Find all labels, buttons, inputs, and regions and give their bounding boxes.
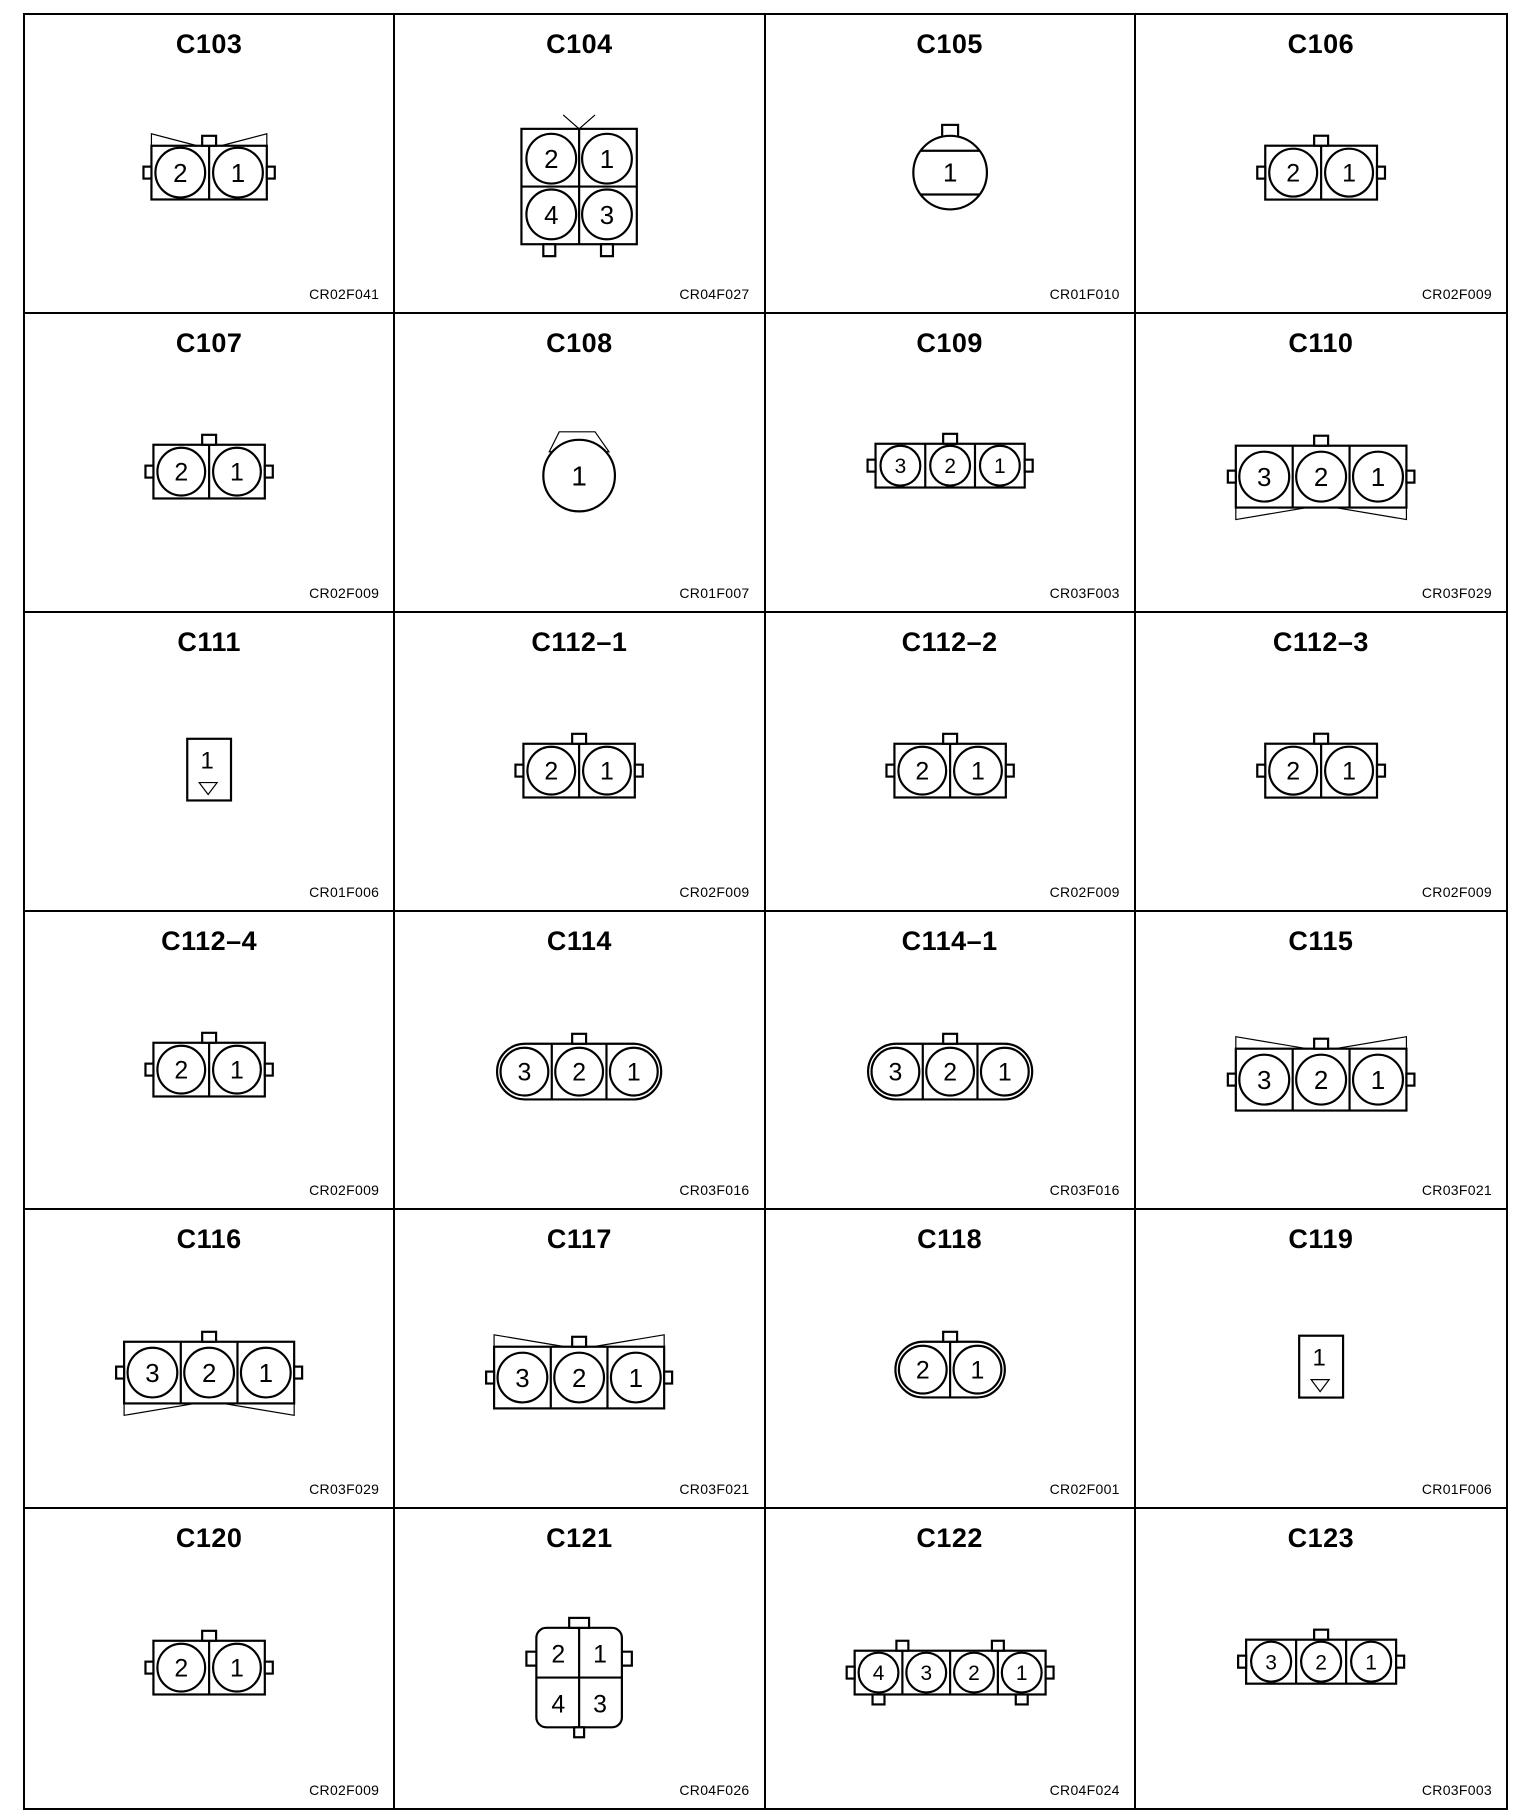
connector-id: C123 [1287, 1523, 1355, 1554]
figure-reference-code: CR02F009 [309, 584, 380, 601]
pin-number: 1 [593, 1640, 608, 1669]
wing-right [1335, 1036, 1406, 1048]
pin-number: 1 [230, 1056, 244, 1085]
pin-number: 3 [515, 1365, 530, 1394]
side-tab-left [145, 1662, 153, 1674]
pin-number: 2 [544, 757, 559, 786]
side-tab-right [1045, 1667, 1053, 1679]
figure-reference-code: CR03F003 [1421, 1782, 1492, 1798]
connector-cell [25, 613, 395, 912]
connector-id: C115 [1288, 925, 1354, 956]
connector-cell [25, 15, 395, 314]
pin-number: 2 [174, 1654, 189, 1683]
pin-number: 3 [894, 455, 906, 479]
pin-number: 1 [997, 1058, 1012, 1087]
lock-tab [202, 1032, 216, 1042]
figure-reference-code: CR02F009 [1421, 883, 1492, 900]
connector-id: C107 [175, 327, 243, 358]
figure-reference-code: CR02F001 [1049, 1481, 1120, 1498]
pin-number: 2 [1313, 463, 1329, 492]
side-tab-right [1005, 764, 1013, 776]
lock-tab [943, 733, 957, 743]
connector-cell [395, 15, 765, 314]
side-tab-left [1257, 764, 1265, 776]
pin-number: 2 [174, 458, 189, 487]
side-tab-right [622, 1652, 632, 1666]
figure-reference-code: CR03F029 [1421, 584, 1492, 601]
connector-id: C114 [546, 925, 612, 956]
connector-cell [395, 1210, 765, 1509]
pin-number: 2 [943, 455, 956, 479]
connector-id: C111 [177, 626, 241, 657]
connector-id: C110 [1288, 327, 1354, 358]
pin-number: 1 [230, 1654, 244, 1683]
pin-number: 2 [174, 1056, 189, 1085]
lock-tab [202, 1631, 216, 1641]
lock-tab [202, 1332, 216, 1342]
side-tab-left [1238, 1656, 1246, 1668]
key-marker [563, 115, 595, 129]
side-tab-right [265, 1662, 273, 1674]
lock-tab [1314, 733, 1328, 743]
connector-grid [23, 13, 1508, 1810]
side-tab-right [294, 1367, 302, 1379]
pin-number: 2 [544, 146, 559, 175]
wing-right [223, 1404, 294, 1416]
pin-number: 1 [600, 146, 615, 175]
pin-number: 1 [1370, 1066, 1385, 1095]
lock-tab [572, 733, 586, 743]
pin-number: 1 [1015, 1662, 1028, 1686]
connector-cell [1136, 912, 1506, 1211]
connector-cell [766, 613, 1136, 912]
connector-id: C112–3 [1272, 626, 1369, 657]
side-tab-left [516, 764, 524, 776]
wing-right [1335, 507, 1406, 519]
pin-number: 2 [914, 757, 929, 786]
connector-id: C103 [175, 29, 243, 59]
figure-reference-code: CR03F003 [1049, 584, 1120, 601]
figure-reference-code: CR02F009 [1049, 883, 1120, 900]
pin-number: 1 [571, 460, 588, 492]
side-tab-right [635, 764, 643, 776]
lock-tab [991, 1641, 1003, 1651]
side-tab-left [116, 1367, 124, 1379]
connector-cell [766, 15, 1136, 314]
connector-cell [1136, 1509, 1506, 1808]
side-tab-left [846, 1667, 854, 1679]
connector-cell [766, 912, 1136, 1211]
pin-number: 1 [1370, 463, 1385, 492]
side-tab-left [145, 1063, 153, 1075]
connector-cell [1136, 15, 1506, 314]
pin-number: 1 [230, 458, 244, 487]
side-tab-right [1377, 764, 1385, 776]
connector-id: C105 [916, 29, 983, 59]
connector-id: C120 [175, 1523, 243, 1554]
connector-cell [1136, 314, 1506, 613]
pin-number: 2 [1286, 159, 1300, 188]
pin-number: 2 [572, 1058, 587, 1087]
connector-id: C119 [1288, 1224, 1354, 1255]
wing-right [593, 1335, 664, 1347]
connector-cell [25, 912, 395, 1211]
pin-number: 3 [145, 1360, 160, 1389]
connector-id: C112–2 [901, 626, 998, 657]
lock-tab [1314, 1038, 1328, 1048]
figure-reference-code: CR03F021 [679, 1481, 750, 1498]
lock-tab [572, 1033, 586, 1043]
pin-number: 3 [1256, 463, 1272, 492]
pin-number: 1 [993, 455, 1006, 479]
pin-number: 2 [967, 1662, 980, 1686]
figure-reference-code: CR01F006 [309, 883, 380, 900]
pin-number: 2 [551, 1640, 566, 1669]
pin-number: 1 [1341, 757, 1356, 786]
lock-tab [202, 435, 216, 445]
figure-reference-code: CR01F006 [1421, 1481, 1492, 1498]
connector-cell [395, 613, 765, 912]
connector-cell [395, 314, 765, 613]
pin-number: 1 [600, 757, 615, 786]
pin-number: 2 [173, 160, 188, 189]
lock-tab [569, 1618, 589, 1628]
lock-tab [943, 1332, 957, 1342]
connector-cell [766, 314, 1136, 613]
connector-cell [25, 314, 395, 613]
side-tab-right [664, 1372, 672, 1384]
lock-tab [1314, 436, 1328, 446]
wing-left [494, 1335, 565, 1347]
connector-cell [1136, 1210, 1506, 1509]
connector-id: C112–1 [531, 626, 628, 657]
side-tab-right [1406, 1073, 1414, 1085]
figure-reference-code: CR02F009 [309, 1182, 380, 1199]
side-tab-right [1396, 1656, 1404, 1668]
side-tab-left [486, 1372, 494, 1384]
wing-left [151, 134, 197, 146]
pin-number: 2 [572, 1365, 587, 1394]
lock-tab [943, 1033, 957, 1043]
connector-id: C114–1 [901, 925, 998, 956]
side-tab-left [1257, 167, 1265, 179]
lock-tab [943, 434, 957, 444]
pin-number: 1 [1365, 1651, 1377, 1675]
pin-number: 1 [1341, 159, 1356, 188]
pin-number: 2 [942, 1058, 957, 1087]
connector-id: C112–4 [161, 925, 258, 956]
connector-cell [25, 1509, 395, 1808]
connector-id: C118 [917, 1224, 983, 1255]
wing-left [124, 1404, 195, 1416]
side-tab-right [1406, 470, 1414, 482]
lock-tab [572, 1337, 586, 1347]
lock-tab [896, 1641, 908, 1651]
figure-reference-code: CR02F009 [679, 883, 750, 900]
pin-number: 4 [872, 1662, 884, 1686]
pin-number: 1 [970, 757, 985, 786]
pin-number: 3 [600, 201, 615, 230]
pin-number: 1 [628, 1365, 644, 1394]
side-tab-right [1024, 460, 1032, 472]
pin-number: 3 [593, 1690, 608, 1719]
connector-cell [766, 1210, 1136, 1509]
connector-id: C108 [546, 327, 613, 358]
figure-reference-code: CR01F007 [679, 584, 750, 601]
pin-number: 1 [942, 159, 957, 188]
lock-tab [1314, 1630, 1328, 1640]
connector-cell [1136, 613, 1506, 912]
figure-reference-code: CR03F016 [679, 1182, 750, 1199]
pin-number: 3 [888, 1058, 902, 1087]
figure-reference-code: CR01F010 [1049, 285, 1120, 302]
lock-tab [1314, 136, 1328, 146]
pin-number: 3 [1256, 1066, 1272, 1095]
pin-number: 4 [544, 201, 559, 230]
bottom-tab [601, 244, 613, 256]
side-tab-left [886, 764, 894, 776]
connector-id: C121 [546, 1523, 613, 1554]
pin-number: 1 [627, 1058, 641, 1087]
pin-number: 2 [1285, 757, 1300, 786]
connector-id: C106 [1287, 29, 1355, 59]
lock-tab [202, 136, 216, 146]
connector-id: C117 [546, 1224, 612, 1255]
pin-number: 2 [201, 1360, 217, 1389]
pin-number: 2 [915, 1357, 930, 1386]
side-tab-left [1228, 470, 1236, 482]
figure-reference-code: CR04F024 [1049, 1782, 1120, 1798]
connector-cell [25, 1210, 395, 1509]
side-tab-left [527, 1652, 537, 1666]
pin-number: 1 [230, 160, 246, 189]
figure-reference-code: CR03F016 [1049, 1182, 1120, 1199]
bottom-tab [1015, 1695, 1027, 1705]
figure-reference-code: CR04F027 [679, 285, 750, 302]
side-tab-left [867, 460, 875, 472]
pin-number: 3 [1265, 1651, 1277, 1675]
connector-id: C122 [916, 1523, 983, 1554]
side-tab-right [265, 1063, 273, 1075]
figure-reference-code: CR02F009 [1421, 285, 1492, 302]
figure-reference-code: CR03F029 [309, 1481, 380, 1498]
pin-number: 2 [1313, 1066, 1329, 1095]
wing-left [1236, 507, 1307, 519]
pin-number: 1 [970, 1357, 984, 1386]
bottom-tab [544, 244, 556, 256]
side-tab-right [1377, 167, 1385, 179]
connector-cell [395, 1509, 765, 1808]
pin-number: 3 [517, 1058, 532, 1087]
figure-reference-code: CR02F009 [309, 1782, 380, 1798]
pin-number: 1 [1312, 1344, 1326, 1372]
connector-id: C116 [176, 1224, 242, 1255]
bottom-tab [574, 1727, 584, 1737]
side-tab-left [1228, 1073, 1236, 1085]
wing-right [221, 134, 267, 146]
figure-reference-code: CR02F041 [309, 285, 380, 302]
pin-number: 2 [1315, 1651, 1327, 1675]
figure-reference-code: CR03F021 [1421, 1182, 1492, 1199]
connector-cell [766, 1509, 1136, 1808]
connector-cell [395, 912, 765, 1211]
bottom-tab [872, 1695, 884, 1705]
pin-number: 4 [551, 1690, 566, 1719]
figure-reference-code: CR04F026 [679, 1782, 750, 1798]
side-tab-left [143, 167, 151, 179]
side-tab-right [265, 465, 273, 477]
pin-number: 3 [919, 1662, 932, 1686]
side-tab-right [267, 167, 275, 179]
pin-number: 1 [200, 747, 214, 775]
wing-left [1236, 1036, 1307, 1048]
connector-id: C104 [546, 29, 613, 59]
pin-number: 1 [258, 1360, 274, 1389]
side-tab-left [145, 465, 153, 477]
connector-id: C109 [916, 327, 983, 358]
